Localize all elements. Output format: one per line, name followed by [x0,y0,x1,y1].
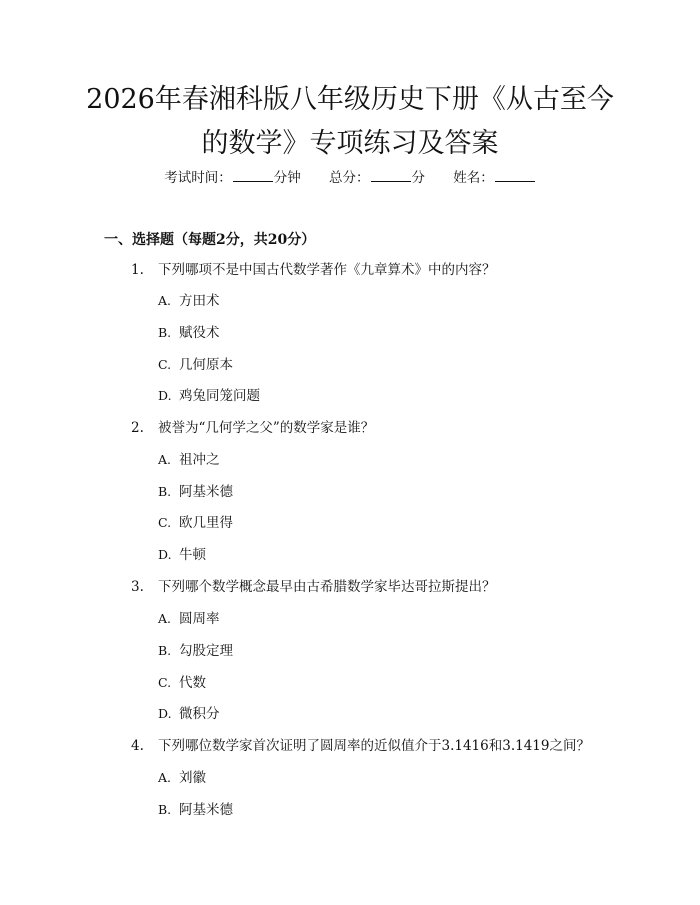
question-3-option-d-letter: D. [158,706,172,721]
name-label: 姓名： [453,170,494,186]
question-1-option-b-text: 赋役术 [179,325,220,341]
question-4-option-a-letter: A. [158,770,172,785]
question-2-option-a-text: 祖冲之 [179,452,220,468]
total-score-unit: 分 [411,170,425,186]
question-3-option-b-text: 勾股定理 [179,643,233,659]
section-heading-multiple-choice: 一、选择题（每题2分，共20分） [104,232,316,248]
question-2-option-d-letter: D. [158,547,172,562]
document-title [60,78,640,166]
question-4-number: 4. [131,738,144,754]
question-4-option-b-letter: B. [158,802,172,817]
question-1-option-b-letter: B. [158,325,172,340]
question-1-option-a-text: 方田术 [179,293,220,309]
question-4-text: 下列哪位数学家首次证明了圆周率的近似值介于3.1416和3.1419之间？ [158,738,590,754]
question-3-option-d-text: 微积分 [179,706,220,722]
question-4-option-b-text: 阿基米德 [179,802,233,818]
question-2-option-a-letter: A. [158,452,172,467]
question-3-option-a-text: 圆周率 [179,611,220,627]
exam-time-label: 考试时间： [164,170,232,186]
question-2-option-b-letter: B. [158,484,172,499]
question-1-option-a-letter: A. [158,293,172,308]
question-1-option-d-letter: D. [158,388,172,403]
exam-time-unit: 分钟 [273,170,301,186]
total-score-blank[interactable] [371,168,411,182]
name-blank[interactable] [495,168,535,182]
title-line-2: 的数学》专项练习及答案 [201,128,499,159]
question-1-text: 下列哪项不是中国古代数学著作《九章算术》中的内容？ [158,262,496,278]
name-field [453,168,536,188]
question-1-option-c-text: 几何原本 [179,357,233,373]
question-2-option-c-letter: C. [158,515,172,530]
question-3-option-c-letter: C. [158,675,172,690]
question-3-option-a-letter: A. [158,611,172,626]
title-line-1: 2026年春湘科版八年级历史下册《从古至今 [86,84,614,115]
question-3-number: 3. [131,579,144,595]
question-3-text: 下列哪个数学概念最早由古希腊数学家毕达哥拉斯提出？ [158,579,496,595]
question-1-option-d-text: 鸡兔同笼问题 [179,388,260,404]
total-score-field [329,168,425,188]
total-score-label: 总分： [329,170,370,186]
exam-time-field [164,168,301,188]
question-1-number: 1. [131,262,144,278]
question-3-option-c-text: 代数 [179,675,206,691]
question-2-option-c-text: 欧几里得 [179,515,233,531]
question-2-number: 2. [131,420,144,436]
question-1-option-c-letter: C. [158,357,172,372]
question-2-option-d-text: 牛顿 [179,547,206,563]
question-2-option-b-text: 阿基米德 [179,484,233,500]
exam-time-blank[interactable] [233,168,273,182]
question-2-text: 被誉为“几何学之父”的数学家是谁？ [158,420,375,436]
exam-info-line [0,168,700,188]
question-3-option-b-letter: B. [158,643,172,658]
question-4-option-a-text: 刘徽 [179,770,206,786]
